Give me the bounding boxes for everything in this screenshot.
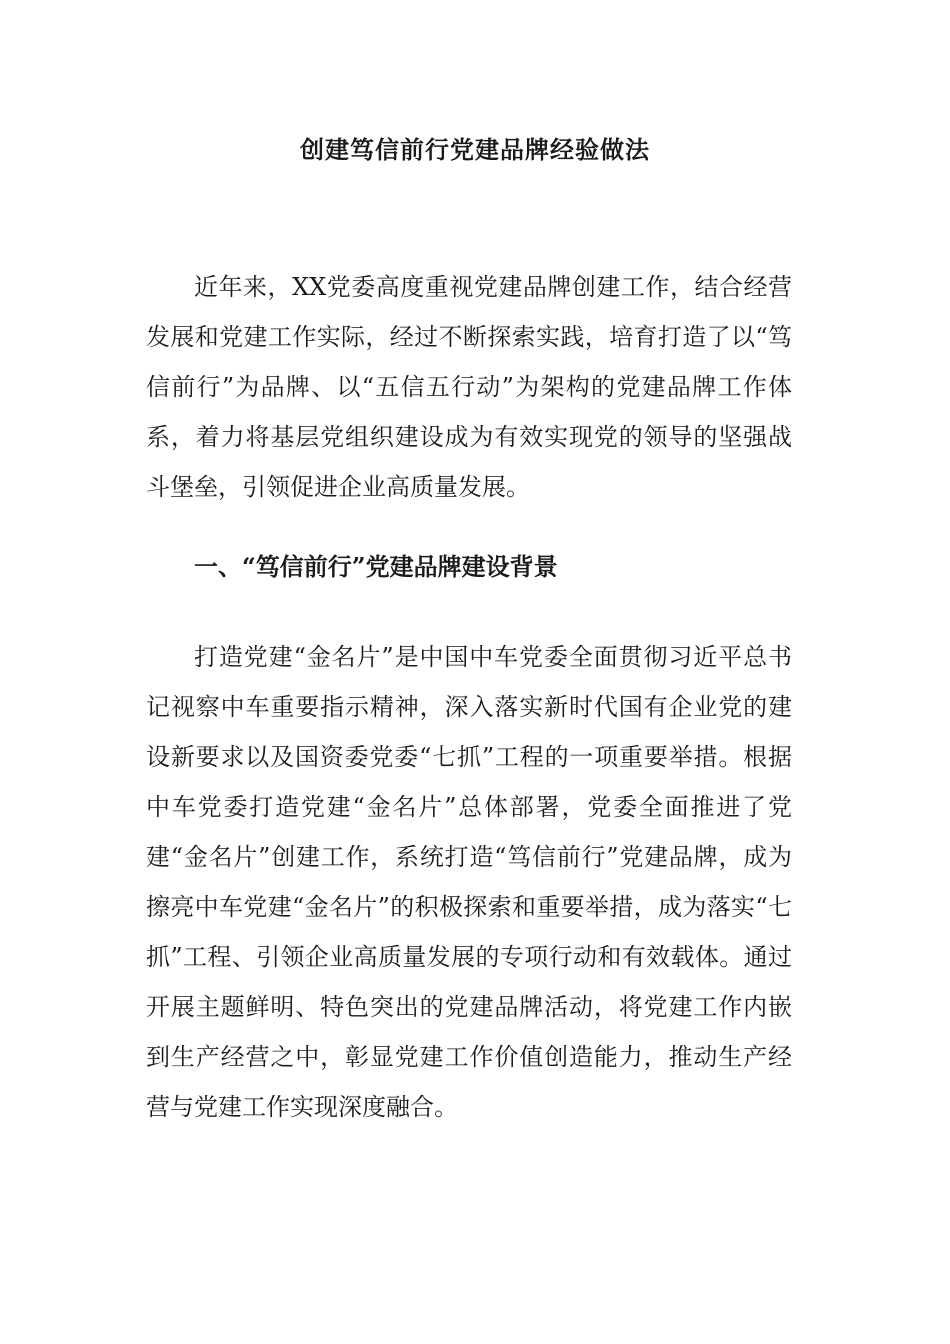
intro-paragraph: 近年来，XX党委高度重视党建品牌创建工作，结合经营发展和党建工作实际，经过不断探索实践，培育打造了以“笃信前行”为品牌、以“五信五行动”为架构的党建品牌工作体系，着力将基层党组织建设成为有效实现党的领导的坚强战斗堡垒，引领促进企业高质量发展。 bbox=[146, 273, 792, 501]
document-title: 创建笃信前行党建品牌经验做法 bbox=[300, 135, 650, 164]
section-1-paragraph: 打造党建“金名片”是中国中车党委全面贯彻习近平总书记视察中车重要指示精神，深入落实新时代国有企业党的建设新要求以及国资委党委“七抓”工程的一项重要举措。根据中车党委打造党建“金名片”总体部署，党委全面推进了党建“金名片”创建工作，系统打造“笃信前行”党建品牌，成为擦亮中车党建“金名片”的积极探索和重要举措，成为落实“七抓”工程、引领企业高质量发展的专项行动和有效载体。通过开展主题鲜明、特色突出的党建品牌活动，将党建工作内嵌到生产经营之中，彰显党建工作价值创造能力，推动生产经营与党建工作实现深度融合。 bbox=[146, 643, 792, 1121]
section-heading-1: 一、“笃信前行”党建品牌建设背景 bbox=[194, 552, 558, 581]
